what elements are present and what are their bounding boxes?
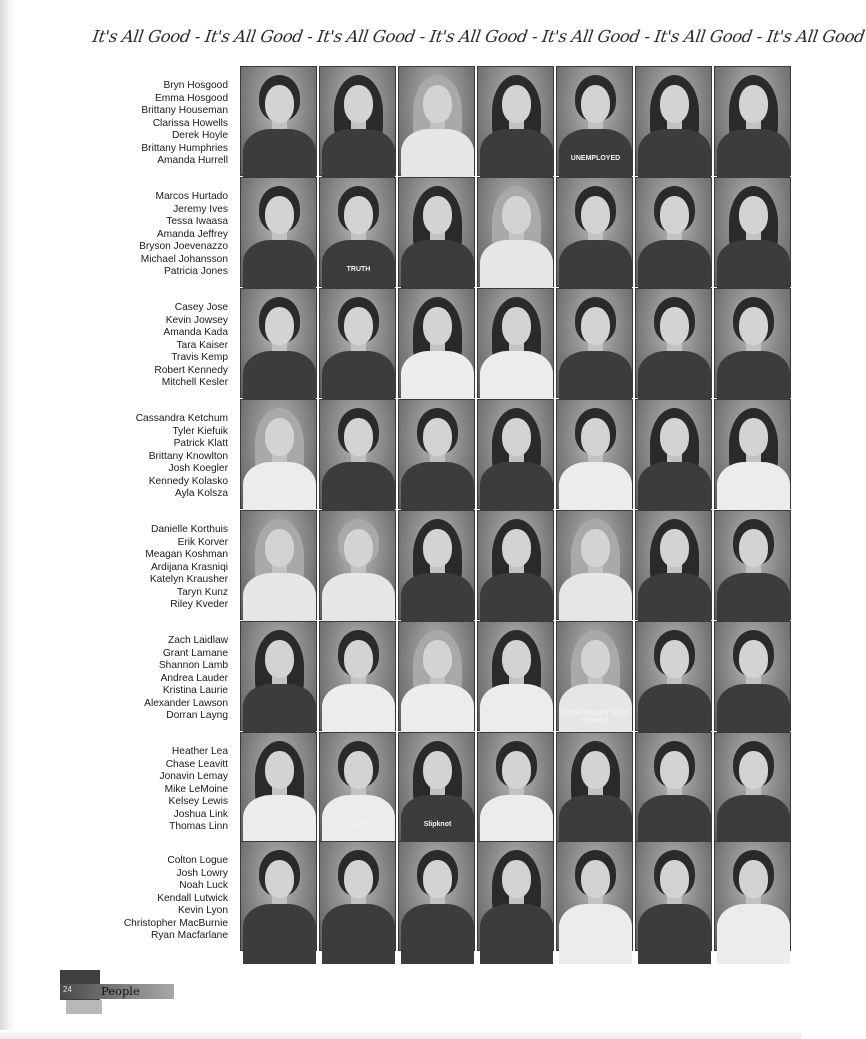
portrait-face — [344, 196, 373, 234]
student-portrait — [635, 66, 712, 176]
portrait-face — [265, 640, 294, 678]
student-name: Kendall Lutwick — [157, 892, 228, 904]
student-portrait — [635, 177, 712, 287]
portrait-face — [660, 85, 689, 123]
student-name: Bryn Hosgood — [163, 80, 228, 91]
student-group — [0, 732, 802, 842]
portrait-face — [581, 751, 610, 789]
portrait-face — [660, 307, 689, 345]
student-portrait — [240, 621, 317, 731]
student-portrait — [556, 621, 633, 731]
student-name: Travis Kemp — [171, 352, 228, 364]
portrait-face — [739, 196, 768, 234]
student-portrait — [240, 66, 317, 176]
student-name: Grant Lamane — [162, 647, 228, 659]
student-group — [0, 288, 802, 398]
portrait-face — [265, 529, 294, 567]
name-list — [28, 746, 228, 834]
student-name: Patrick Klatt — [173, 438, 228, 450]
student-portrait — [240, 841, 317, 951]
student-name: Tara Kaiser — [176, 339, 228, 351]
student-portrait — [319, 732, 396, 842]
student-portrait — [319, 399, 396, 509]
portrait-face — [423, 640, 452, 678]
student-name: Robert Kennedy — [154, 364, 228, 376]
portrait-face — [344, 307, 373, 345]
student-portrait — [240, 177, 317, 287]
name-list — [28, 413, 228, 501]
portrait-face — [502, 860, 531, 898]
student-name: Ardijana Krasniqi — [150, 561, 228, 573]
student-portrait — [477, 399, 554, 509]
student-name: Kelsey Lewis — [168, 796, 228, 808]
photo-row — [240, 841, 792, 951]
student-portrait — [477, 841, 554, 951]
shirt-print: TRUTH — [346, 266, 371, 273]
portrait-face — [344, 529, 373, 567]
portrait-face — [502, 196, 531, 234]
section-label: People — [101, 984, 140, 998]
name-list — [28, 524, 228, 612]
student-name: Erik Korver — [177, 536, 228, 548]
student-name: Josh Lowry — [176, 867, 228, 879]
student-portrait — [714, 621, 791, 731]
portrait-face — [581, 307, 610, 345]
page-number: 24 — [63, 985, 72, 994]
portrait-face — [739, 529, 768, 567]
student-portrait — [556, 399, 633, 509]
student-name: Derek Hoyle — [171, 130, 228, 142]
photo-row — [240, 732, 792, 842]
portrait-face — [265, 196, 294, 234]
portrait-face — [265, 307, 294, 345]
student-name: Alexander Lawson — [144, 697, 228, 709]
student-portrait — [398, 66, 475, 176]
student-portrait — [556, 288, 633, 398]
portrait-face — [265, 860, 294, 898]
student-portrait — [477, 510, 554, 620]
shirt-print: YOUR MONEY IS MY MONEY — [561, 710, 630, 725]
portrait-face — [423, 860, 452, 898]
student-name: Amanda Jeffrey — [156, 228, 228, 240]
student-portrait — [398, 177, 475, 287]
portrait-face — [581, 418, 610, 456]
photo-row — [240, 66, 792, 176]
student-name: Cassandra Ketchum — [135, 413, 228, 424]
student-portrait — [477, 621, 554, 731]
portrait-face — [660, 196, 689, 234]
page-banner: It's All Good - It's All Good - It's All Good - It's All Good - It's All Good - It's All Good - It's All Good — [91, 27, 866, 46]
student-name: Tessa Iwaasa — [166, 216, 228, 228]
portrait-face — [739, 85, 768, 123]
student-portrait — [319, 66, 396, 176]
portrait-face — [423, 196, 452, 234]
student-name: Meagan Koshman — [145, 549, 228, 561]
portrait-face — [739, 640, 768, 678]
photo-row — [240, 288, 792, 398]
student-portrait — [635, 510, 712, 620]
portrait-face — [502, 85, 531, 123]
student-portrait — [635, 621, 712, 731]
student-portrait — [240, 732, 317, 842]
student-portrait — [398, 510, 475, 620]
student-portrait — [240, 288, 317, 398]
photo-row — [240, 399, 792, 509]
student-portrait — [556, 177, 633, 287]
portrait-face — [344, 640, 373, 678]
student-name: Kennedy Kolasko — [148, 475, 228, 487]
student-name: Amanda Kada — [163, 327, 228, 339]
portrait-face — [423, 418, 452, 456]
student-name: Riley Kveder — [170, 599, 228, 611]
student-name: Brittany Knowlton — [148, 450, 228, 462]
portrait-face — [660, 751, 689, 789]
portrait-face — [739, 307, 768, 345]
student-portrait — [398, 399, 475, 509]
portrait-face — [265, 418, 294, 456]
portrait-face — [739, 860, 768, 898]
student-name: Andrea Lauder — [160, 672, 228, 684]
portrait-face — [265, 751, 294, 789]
student-name: Joshua Link — [173, 808, 228, 820]
student-group — [0, 66, 802, 176]
student-name: Josh Koegler — [168, 463, 228, 475]
student-portrait — [398, 841, 475, 951]
portrait-face — [344, 860, 373, 898]
student-name: Emma Hosgood — [154, 92, 228, 104]
photo-row — [240, 177, 792, 287]
student-portrait — [714, 177, 791, 287]
student-portrait — [319, 177, 396, 287]
portrait-body — [638, 904, 711, 964]
student-name: Michael Johansson — [140, 253, 228, 265]
student-portrait — [556, 841, 633, 951]
name-list — [28, 80, 228, 168]
portrait-face — [581, 860, 610, 898]
portrait-face — [344, 751, 373, 789]
student-name: Heather Lea — [171, 746, 228, 757]
student-name: Danielle Korthuis — [150, 524, 228, 535]
footer-tab — [66, 1000, 102, 1014]
portrait-face — [265, 85, 294, 123]
name-list — [28, 635, 228, 723]
student-name: Mitchell Kesler — [161, 377, 228, 389]
student-group — [0, 399, 802, 509]
student-name: Dorran Layng — [166, 710, 228, 722]
student-portrait — [477, 288, 554, 398]
student-portrait — [398, 621, 475, 731]
portrait-face — [660, 640, 689, 678]
student-portrait — [319, 288, 396, 398]
student-name: Marcos Hurtado — [155, 191, 228, 202]
student-portrait — [240, 510, 317, 620]
portrait-face — [502, 418, 531, 456]
student-name: Mike LeMoine — [164, 783, 228, 795]
portrait-face — [581, 196, 610, 234]
student-portrait — [477, 66, 554, 176]
student-portrait — [714, 732, 791, 842]
student-name: Patricia Jones — [164, 266, 228, 278]
student-portrait — [398, 288, 475, 398]
student-name: Amanda Hurrell — [157, 155, 228, 167]
portrait-face — [502, 640, 531, 678]
student-name: Katelyn Krausher — [149, 574, 228, 586]
student-name: Kevin Jowsey — [165, 314, 228, 326]
student-name: Jonavin Lemay — [159, 771, 228, 783]
student-portrait — [635, 841, 712, 951]
name-list — [28, 855, 228, 943]
student-name: Taryn Kunz — [177, 586, 228, 598]
student-name: Noah Luck — [179, 880, 228, 892]
student-portrait — [319, 841, 396, 951]
student-portrait — [477, 177, 554, 287]
student-name: Clarissa Howells — [152, 117, 228, 129]
student-portrait — [635, 732, 712, 842]
portrait-face — [739, 751, 768, 789]
student-name: Ryan Macfarlane — [150, 930, 228, 942]
student-name: Kristina Laurie — [162, 685, 228, 697]
photo-row — [240, 621, 792, 731]
student-group — [0, 177, 802, 287]
student-portrait — [714, 399, 791, 509]
student-name: Casey Jose — [174, 302, 228, 313]
student-name: Ayla Kolsza — [174, 488, 228, 500]
photo-row — [240, 510, 792, 620]
student-portrait — [398, 732, 475, 842]
portrait-face — [423, 85, 452, 123]
student-portrait — [319, 621, 396, 731]
student-name: Chase Leavitt — [165, 758, 228, 770]
student-portrait — [714, 66, 791, 176]
portrait-face — [423, 751, 452, 789]
student-name: Brittany Houseman — [141, 105, 228, 117]
student-portrait — [319, 510, 396, 620]
student-name: Bryson Joevenazzo — [139, 241, 228, 253]
portrait-face — [660, 529, 689, 567]
student-portrait — [635, 288, 712, 398]
student-name: Jeremy Ives — [173, 203, 228, 215]
student-name: Shannon Lamb — [158, 660, 228, 672]
portrait-face — [344, 85, 373, 123]
portrait-body — [559, 904, 632, 964]
portrait-face — [581, 640, 610, 678]
portrait-face — [660, 418, 689, 456]
student-portrait — [714, 510, 791, 620]
student-portrait — [714, 841, 791, 951]
student-portrait — [556, 510, 633, 620]
portrait-face — [423, 307, 452, 345]
portrait-face — [423, 529, 452, 567]
portrait-body — [480, 904, 553, 964]
student-name: Thomas Linn — [169, 821, 228, 833]
portrait-face — [502, 307, 531, 345]
shirt-print: UNEMPLOYED — [570, 155, 621, 162]
portrait-face — [502, 529, 531, 567]
student-name: Tyler Kiefuik — [172, 425, 228, 437]
student-portrait — [477, 732, 554, 842]
portrait-body — [322, 904, 395, 964]
student-portrait — [635, 399, 712, 509]
name-list — [28, 302, 228, 390]
student-group — [0, 510, 802, 620]
student-name: Christopher MacBurnie — [123, 917, 228, 929]
portrait-face — [502, 751, 531, 789]
student-name: Brittany Humphries — [141, 142, 228, 154]
student-portrait — [556, 732, 633, 842]
portrait-body — [401, 904, 474, 964]
portrait-face — [660, 860, 689, 898]
student-name: Kevin Lyon — [177, 905, 228, 917]
portrait-face — [344, 418, 373, 456]
shirt-print: Slipknot — [423, 821, 452, 828]
portrait-face — [581, 529, 610, 567]
student-name: Colton Logue — [167, 855, 228, 866]
student-portrait — [556, 66, 633, 176]
scan-bottom-edge — [0, 1030, 802, 1039]
portrait-body — [243, 904, 316, 964]
portrait-face — [581, 85, 610, 123]
student-portrait — [240, 399, 317, 509]
portrait-face — [739, 418, 768, 456]
name-list — [28, 191, 228, 279]
student-portrait — [714, 288, 791, 398]
student-name: Zach Laidlaw — [167, 635, 228, 646]
student-group — [0, 841, 802, 951]
student-group — [0, 621, 802, 731]
shirt-print: KEEP — [348, 821, 369, 828]
portrait-body — [717, 904, 790, 964]
